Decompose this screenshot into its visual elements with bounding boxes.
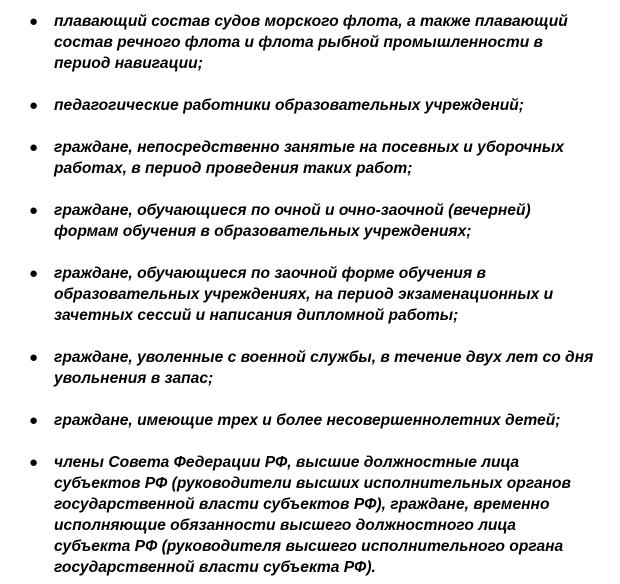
text-line: члены Совета Федерации РФ, высшие должностные лица bbox=[54, 454, 520, 471]
bullet-icon: ● bbox=[29, 265, 39, 282]
text-line: государственной власти субъектов РФ), граждане, временно bbox=[54, 496, 550, 513]
bullet-icon: ● bbox=[29, 412, 39, 429]
text-line: увольнения в запас; bbox=[54, 370, 214, 387]
list-item-text bbox=[54, 347, 620, 389]
list-item-text bbox=[54, 200, 620, 242]
list-item-text bbox=[54, 11, 620, 74]
list-item-text bbox=[54, 263, 620, 326]
text-line: исполняющие обязанности высшего должностного лица bbox=[54, 517, 516, 534]
list-item-text bbox=[54, 137, 620, 179]
text-line: субъектов РФ (руководители высших исполнительных органов bbox=[54, 475, 571, 492]
text-line: образовательных учреждениях, на период экзаменационных и bbox=[54, 286, 554, 303]
text-line: граждане, обучающиеся по очной и очно-заочной (вечерней) bbox=[54, 202, 531, 219]
text-line: граждане, обучающиеся по заочной форме обучения в bbox=[54, 265, 486, 282]
bullet-icon: ● bbox=[29, 454, 39, 471]
text-line: педагогические работники образовательных учреждений; bbox=[54, 97, 524, 114]
text-line: государственной власти субъекта РФ). bbox=[54, 559, 376, 576]
text-line: субъекта РФ (руководителя высшего исполнительного органа bbox=[54, 538, 564, 555]
text-line: состав речного флота и флота рыбной промышленности в bbox=[54, 34, 543, 51]
bullet-icon: ● bbox=[29, 139, 39, 156]
text-line: работах, в период проведения таких работ; bbox=[54, 160, 413, 177]
bullet-icon: ● bbox=[29, 202, 39, 219]
text-line: плавающий состав судов морского флота, а также плавающий bbox=[54, 13, 568, 30]
text-line: зачетных сессий и написания дипломной работы; bbox=[54, 307, 459, 324]
list-item-text bbox=[54, 410, 620, 431]
text-line: граждане, уволенные с военной службы, в течение двух лет со дня bbox=[54, 349, 594, 366]
text-line: граждане, имеющие трех и более несовершеннолетних детей; bbox=[54, 412, 561, 429]
bullet-icon: ● bbox=[29, 13, 39, 30]
list-item-text bbox=[54, 452, 620, 578]
bullet-icon: ● bbox=[29, 97, 39, 114]
text-line: граждане, непосредственно занятые на посевных и уборочных bbox=[54, 139, 564, 156]
list-item-text bbox=[54, 95, 620, 116]
text-line: формам обучения в образовательных учреждениях; bbox=[54, 223, 472, 240]
bullet-icon: ● bbox=[29, 349, 39, 366]
text-line: период навигации; bbox=[54, 55, 203, 72]
